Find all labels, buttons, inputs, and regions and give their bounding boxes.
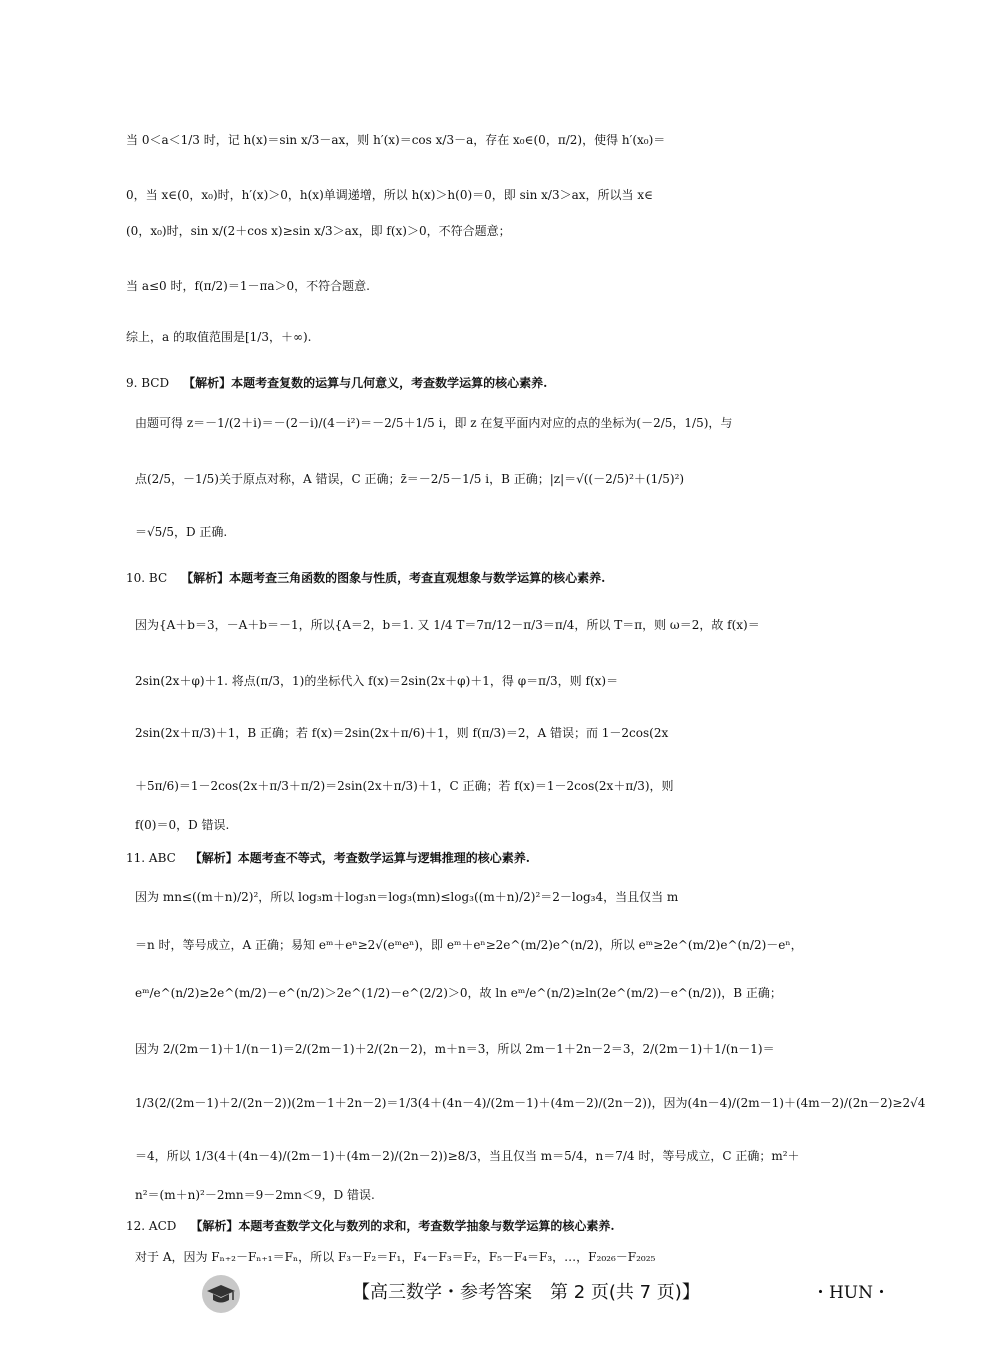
question-10-heading bbox=[126, 563, 1000, 593]
analysis-tag: 【解析】本题考查三角函数的图象与性质，考查直观想象与数学运算的核心素养. bbox=[181, 571, 606, 585]
text-line: ＝√5/5，D 正确. bbox=[135, 525, 228, 539]
question-number: 10. BC bbox=[126, 571, 168, 585]
text-line: n²＝(m＋n)²－2mn＝9－2mn＜9，D 错误. bbox=[135, 1188, 375, 1202]
text-line: f(0)＝0，D 错误. bbox=[135, 818, 230, 832]
analysis-tag: 【解析】本题考查数学文化与数列的求和，考查数学抽象与数学运算的核心素养. bbox=[190, 1219, 615, 1233]
text-line: 因为 2/(2m－1)＋1/(n－1)＝2/(2m－1)＋2/(2n－2)，m＋n＝3，所以 2m－1＋2n－2＝3，2/(2m－1)＋1/(n－1)＝ bbox=[135, 1042, 775, 1056]
text-line: 2sin(2x＋φ)＋1. 将点(π/3，1)的坐标代入 f(x)＝2sin(2x＋φ)＋1，得 φ＝π/3，则 f(x)＝ bbox=[135, 674, 619, 688]
question-9-heading bbox=[126, 368, 1000, 398]
text-line: 由题可得 z＝－1/(2＋i)＝－(2－i)/(4－i²)＝－2/5＋1/5 i，即 z 在复平面内对应的点的坐标为(－2/5，1/5)，与 bbox=[135, 416, 733, 430]
text-line: eᵐ/e^(n/2)≥2e^(m/2)－e^(n/2)＞2e^(1/2)－e^(2/2)＞0，故 ln eᵐ/e^(n/2)≥ln(2e^(m/2)－e^(n/2))，B 正确； bbox=[135, 986, 782, 1000]
analysis-tag: 【解析】本题考查复数的运算与几何意义，考查数学运算的核心素养. bbox=[183, 376, 548, 390]
text-line: 1/3(2/(2m－1)＋2/(2n－2))(2m－1＋2n－2)＝1/3(4＋(4n－4)/(2m－1)＋(4m－2)/(2n－2))，因为(4n－4)/(2m－1)＋(4m－2)/(2n－2)≥2√4 bbox=[135, 1096, 926, 1110]
text-line: ＝n 时，等号成立，A 正确；易知 eᵐ＋eⁿ≥2√(eᵐeⁿ)，即 eᵐ＋eⁿ≥2e^(m/2)e^(n/2)，所以 eᵐ≥2e^(m/2)e^(n/2)－eⁿ， bbox=[135, 938, 803, 952]
analysis-tag: 【解析】本题考查不等式，考查数学运算与逻辑推理的核心素养. bbox=[189, 851, 530, 865]
text-line: ＋5π/6)＝1－2cos(2x＋π/3＋π/2)＝2sin(2x＋π/3)＋1，C 正确；若 f(x)＝1－2cos(2x＋π/3)，则 bbox=[135, 779, 674, 793]
text-line: 因为 mn≤((m＋n)/2)²，所以 log₃m＋log₃n＝log₃(mn)≤log₃((m＋n)/2)²＝2－log₃4，当且仅当 m bbox=[135, 890, 679, 904]
text-line: (0，x₀)时，sin x/(2＋cos x)≥sin x/3＞ax，即 f(x)＞0，不符合题意； bbox=[126, 224, 511, 238]
question-11-heading bbox=[126, 843, 1000, 873]
question-number: 9. BCD bbox=[126, 376, 170, 390]
question-number: 11. ABC bbox=[126, 851, 176, 865]
text-line: 2sin(2x＋π/3)＋1，B 正确；若 f(x)＝2sin(2x＋π/6)＋1，则 f(π/3)＝2，A 错误；而 1－2cos(2x bbox=[135, 726, 669, 740]
text-line: 0，当 x∈(0，x₀)时，h′(x)＞0，h(x)单调递增，所以 h(x)＞h(0)＝0，即 sin x/3＞ax，所以当 x∈ bbox=[126, 188, 653, 202]
text-line: ＝4，所以 1/3(4＋(4n－4)/(2m－1)＋(4m－2)/(2n－2))≥8/3，当且仅当 m＝5/4，n＝7/4 时，等号成立，C 正确；m²＋ bbox=[135, 1149, 800, 1163]
question-12-heading bbox=[126, 1211, 1000, 1241]
footer-page-info: 【高三数学・参考答案 第 2 页(共 7 页)】 bbox=[352, 1282, 700, 1303]
question-number: 12. ACD bbox=[126, 1219, 177, 1233]
text-line: 因为{A＋b＝3，－A＋b＝－1，所以{A＝2，b＝1. 又 1/4 T＝7π/12－π/3＝π/4，所以 T＝π，则 ω＝2，故 f(x)＝ bbox=[135, 618, 760, 632]
footer-code: ・HUN・ bbox=[811, 1283, 890, 1303]
text-line: 点(2/5，－1/5)关于原点对称，A 错误，C 正确；z̄＝－2/5－1/5 i，B 正确；|z|＝√((－2/5)²＋(1/5)²) bbox=[135, 472, 685, 486]
text-line: 对于 A，因为 Fₙ₊₂－Fₙ₊₁＝Fₙ，所以 F₃－F₂＝F₁，F₄－F₃＝F₂，F₅－F₄＝F₃，…，F₂₀₂₆－F₂₀₂₅ bbox=[135, 1250, 656, 1264]
graduation-cap-icon bbox=[202, 1275, 240, 1313]
text-line: 当 a≤0 时，f(π/2)＝1－πa＞0，不符合题意. bbox=[126, 279, 370, 293]
text-line: 当 0＜a＜1/3 时，记 h(x)＝sin x/3－ax，则 h′(x)＝cos x/3－a，存在 x₀∈(0，π/2)，使得 h′(x₀)＝ bbox=[126, 133, 666, 147]
text-line: 综上，a 的取值范围是[1/3，＋∞). bbox=[126, 330, 312, 344]
